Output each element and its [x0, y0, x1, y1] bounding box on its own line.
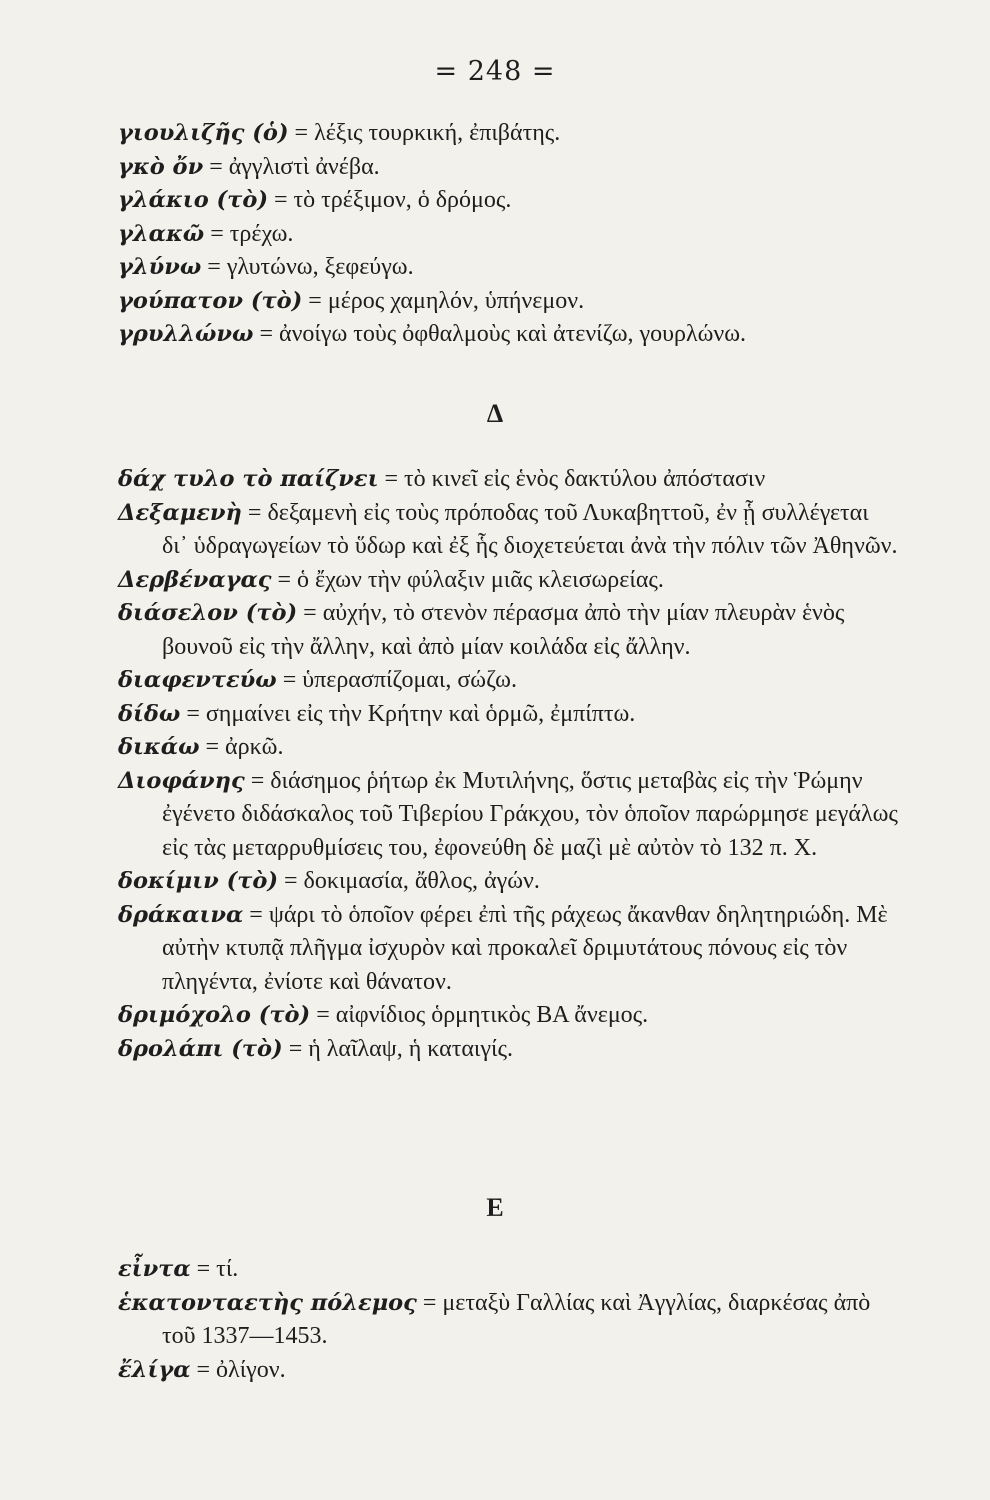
entry	[118, 1033, 898, 1067]
entry-definition: = γλυτώνω, ξεφεύγω.	[201, 254, 414, 280]
page-number: = 248 =	[434, 56, 556, 87]
entry	[118, 865, 898, 899]
entry-term: δάχ τυλο τὸ παίζνει	[118, 466, 379, 492]
entry-definition: = τὸ τρέξιμον, ὁ δρόμος.	[267, 187, 512, 213]
entry-term: Διοφάνης	[118, 767, 245, 794]
entry-definition: = αἰφνίδιος ὁρμητικὸς ΒΑ ἄνεμος.	[310, 1002, 649, 1028]
entries-delta	[118, 463, 898, 1066]
entry-definition: = δοκιμασία, ἄθλος, ἀγών.	[278, 868, 540, 894]
entry	[118, 463, 898, 497]
entry-definition: = τί.	[190, 1256, 239, 1282]
entry-definition: = ὁ ἔχων τὴν φύλαξιν μιᾶς κλεισωρείας.	[271, 566, 664, 593]
entry	[118, 151, 898, 185]
entry	[118, 117, 898, 151]
entry	[118, 999, 898, 1033]
entry	[118, 698, 898, 732]
entry-term: ἔλίγα	[118, 1356, 191, 1383]
entry	[118, 184, 898, 218]
entry-definition: = ψάρι τὸ ὁποῖον φέρει ἐπὶ τῆς ράχεως ἄκανθαν δηλητηριώδη. Μὲ αὐτὴν κτυπᾷ πλῆγμα ἰσχυρὸν καὶ προκαλεῖ δριμυτάτους πόνους εἰς τὸν πληγέντα, ἐνίοτε καὶ θάνατον.	[162, 901, 888, 995]
entry	[118, 731, 898, 765]
entry	[118, 1287, 898, 1354]
entry-term: δικάω	[118, 734, 200, 760]
entry-term: δοκίμιν (τὸ)	[118, 868, 279, 894]
entry-definition: = ἡ λαῖλαψ, ἡ καταιγίς.	[282, 1035, 513, 1062]
entry-term: γιουλιζῆς (ὁ)	[118, 120, 289, 146]
entry-term: ἑκατονταετὴς πόλεμος	[118, 1289, 417, 1316]
entry-definition: = μεταξὺ Γαλλίας καὶ Ἀγγλίας, διαρκέσας ἀπὸ τοῦ 1337—1453.	[162, 1289, 871, 1349]
entry-definition: = δεξαμενὴ εἰς τοὺς πρόποδας τοῦ Λυκαβηττοῦ, ἐν ᾗ συλλέγεται δι᾿ ὑδραγωγείων τὸ ὕδωρ καὶ ἐξ ἧς διοχετεύεται ἀνὰ τὴν πόλιν τῶν Ἀθηνῶν.	[162, 499, 898, 559]
entry-definition: = ἀγγλιστὶ ἀνέβα.	[203, 153, 380, 180]
entry-term: γλακῶ	[118, 220, 205, 247]
entry	[118, 564, 898, 598]
entry-term: γούπατον (τὸ)	[118, 287, 303, 314]
entry-definition: = λέξις τουρκική, ἐπιβάτης.	[288, 120, 561, 146]
entry-definition: = σημαίνει εἰς τὴν Κρήτην καὶ ὁρμῶ, ἐμπίπτω.	[180, 700, 636, 727]
entry-definition: = διάσημος ῥήτωρ ἐκ Μυτιλήνης, ὅστις μεταβὰς εἰς τὴν Ῥώμην ἐγένετο διδάσκαλος τοῦ Τιβερίου Γράκχου, τὸν ὁποῖον παρώρμησε μεγάλως εἰς τὰς μεταρρυθμίσεις του, ἐφονεύθη δὲ μαζὶ μὲ αὐτὸν τὸ 132 π. Χ.	[162, 767, 898, 861]
entry-term: διάσελον (τὸ)	[118, 600, 298, 626]
entry	[118, 285, 898, 319]
entry	[118, 1354, 898, 1388]
entry	[118, 899, 898, 1000]
entry	[118, 218, 898, 252]
entry-definition: = αὐχήν, τὸ στενὸν πέρασμα ἀπὸ τὴν μίαν πλευρὰν ἑνὸς βουνοῦ εἰς τὴν ἄλλην, καὶ ἀπὸ μίαν κοιλάδα εἰς ἄλλην.	[162, 600, 845, 660]
entry-definition: = ἀρκῶ.	[199, 734, 284, 760]
entry-term: γκὸ ὄν	[118, 153, 204, 180]
entry-term: γρυλλώνω	[118, 321, 254, 347]
entry-term: δίδω	[118, 700, 181, 727]
entry	[118, 1253, 898, 1287]
entry-definition: = ἀνοίγω τοὺς ὀφθαλμοὺς καὶ ἀτενίζω, γουρλώνω.	[253, 321, 747, 347]
entry	[118, 597, 898, 664]
entry-term: εἶντα	[118, 1256, 191, 1282]
entry-term: Δεξαμενὴ	[118, 499, 242, 526]
entry-term: Δερβέναγας	[118, 566, 272, 593]
entry-term: διαφεντεύω	[118, 667, 277, 693]
entry	[118, 251, 898, 285]
entry	[118, 664, 898, 698]
entry	[118, 765, 898, 866]
entry-term: γλύνω	[118, 254, 202, 280]
entry-term: δριμόχολο (τὸ)	[118, 1002, 311, 1028]
entry-term: γλάκιο (τὸ)	[118, 187, 268, 213]
entries-gamma	[118, 117, 898, 352]
entry-definition: = ὀλίγον.	[190, 1356, 286, 1383]
entry-definition: = τρέχω.	[204, 220, 294, 247]
entries-epsilon	[118, 1253, 898, 1387]
entry-term: δράκαινα	[118, 901, 244, 928]
section-letter-epsilon: Ε	[486, 1193, 504, 1222]
entry-definition: = τὸ κινεῖ εἰς ἑνὸς δακτύλου ἀπόστασιν	[378, 466, 766, 492]
entry-definition: = μέρος χαμηλόν, ὑπήνεμον.	[302, 287, 585, 314]
entry	[118, 497, 898, 564]
section-letter-delta: Δ	[486, 399, 504, 428]
entry-definition: = ὑπερασπίζομαι, σώζω.	[276, 667, 517, 693]
entry-term: δρολάπι (τὸ)	[118, 1035, 283, 1062]
entry	[118, 318, 898, 352]
